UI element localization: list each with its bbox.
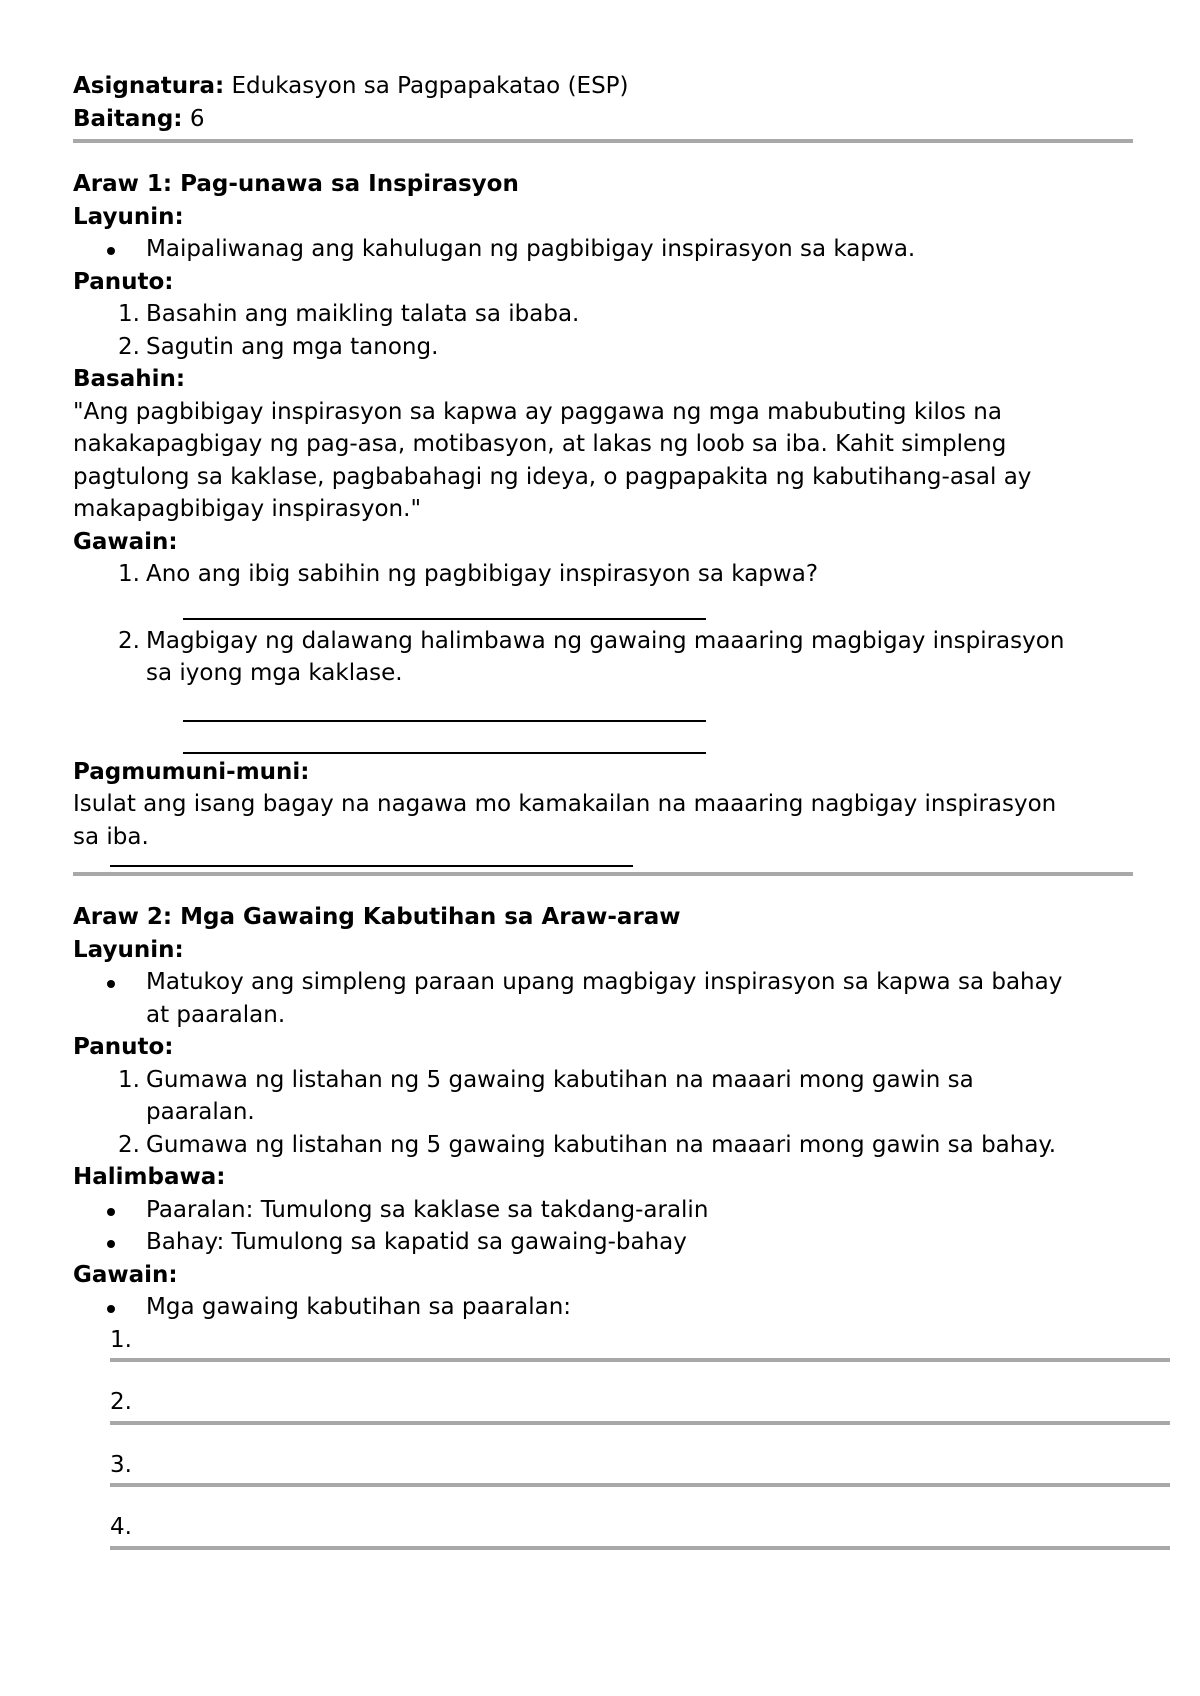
day2-example-item xyxy=(73,1226,1133,1259)
answer-line[interactable] xyxy=(183,752,706,754)
day2-example-text: Paaralan: Tumulong sa kaklase sa takdang-aralin xyxy=(146,1196,709,1223)
list-number: 2. xyxy=(118,333,140,360)
day1-direction-text: Sagutin ang mga tanong. xyxy=(146,333,439,360)
day2-example-item xyxy=(73,1194,1133,1227)
day2-activity-label: Gawain: xyxy=(73,1261,178,1288)
list-number: 1. xyxy=(118,1066,140,1093)
bullet-icon xyxy=(107,980,115,988)
day2-example-text: Bahay: Tumulong sa kapatid sa gawaing-bahay xyxy=(146,1229,687,1255)
answer-line[interactable] xyxy=(183,618,706,620)
write-in-number: 3. xyxy=(110,1451,132,1478)
day2-direction-text: Gumawa ng listahan ng 5 gawaing kabutihan na maaari mong gawin sa xyxy=(146,1066,974,1093)
day1-direction-item xyxy=(73,298,1133,331)
answer-line[interactable] xyxy=(110,865,633,867)
list-number: 2. xyxy=(118,627,140,654)
day1-reflection-label: Pagmumuni-muni: xyxy=(73,758,310,785)
bullet-icon xyxy=(107,1240,115,1248)
day1-activity-label: Gawain: xyxy=(73,528,178,555)
day2-school-list-item xyxy=(73,1291,1133,1324)
day1-question-1-text: Ano ang ibig sabihin ng pagbibigay inspirasyon sa kapwa? xyxy=(146,561,819,587)
write-in-line[interactable] xyxy=(110,1358,1170,1362)
day2-direction-text: Gumawa ng listahan ng 5 gawaing kabutihan na maaari mong gawin sa bahay. xyxy=(146,1131,1057,1158)
bullet-icon xyxy=(107,1305,115,1313)
write-in-number: 4. xyxy=(110,1514,132,1540)
day2-objective-text: at paaralan. xyxy=(146,1001,286,1028)
day1-objective-item xyxy=(73,233,1133,266)
day2-objective-item xyxy=(73,966,1133,999)
day1-reading-line: "Ang pagbibigay inspirasyon sa kapwa ay paggawa ng mga mabubuting kilos na xyxy=(73,398,1002,425)
day1-question-1 xyxy=(73,558,1133,591)
bullet-icon xyxy=(107,247,115,255)
bullet-icon xyxy=(107,1208,115,1216)
day2-example-label: Halimbawa: xyxy=(73,1164,226,1190)
day2-objective-label: Layunin: xyxy=(73,936,184,963)
day1-reading-label: Basahin: xyxy=(73,366,186,392)
day1-direction-text: Basahin ang maikling talata sa ibaba. xyxy=(146,301,580,327)
subject-value: Edukasyon sa Pagpapakatao (ESP) xyxy=(231,73,629,99)
day1-question-2-text: sa iyong mga kaklase. xyxy=(146,660,403,686)
day2-objective-text: Matukoy ang simpleng paraan upang magbigay inspirasyon sa kapwa sa bahay xyxy=(146,969,1063,995)
day1-objective-text: Maipaliwanag ang kahulugan ng pagbibigay inspirasyon sa kapwa. xyxy=(146,236,916,262)
write-in-number: 2. xyxy=(110,1389,132,1415)
day2-title: Araw 2: Mga Gawaing Kabutihan sa Araw-araw xyxy=(73,904,681,930)
day1-direction-item xyxy=(73,331,1133,364)
day1-reading-line: pagtulong sa kaklase, pagbabahagi ng ideya, o pagpapakita ng kabutihang-asal ay xyxy=(73,463,1032,490)
day1-reading-line: makapagbibigay inspirasyon." xyxy=(73,496,422,522)
list-number: 1. xyxy=(118,561,140,587)
section-divider xyxy=(73,872,1133,876)
answer-line[interactable] xyxy=(183,720,706,722)
day2-direction-item xyxy=(73,1129,1133,1162)
write-in-list xyxy=(110,1324,1133,1550)
day1-question-2-text: Magbigay ng dalawang halimbawa ng gawaing maaaring magbigay inspirasyon xyxy=(146,627,1065,654)
day2-school-list-label: Mga gawaing kabutihan sa paaralan: xyxy=(146,1294,572,1320)
grade-line xyxy=(73,103,1133,136)
subject-label: Asignatura: xyxy=(73,73,225,99)
list-number: 1. xyxy=(118,301,140,327)
write-in-number: 1. xyxy=(110,1326,132,1353)
day1-objective-label: Layunin: xyxy=(73,203,184,230)
day2-direction-text: paaralan. xyxy=(146,1099,255,1125)
day1-directions-label: Panuto: xyxy=(73,268,174,295)
list-number: 2. xyxy=(118,1131,140,1158)
write-in-line[interactable] xyxy=(110,1483,1170,1487)
worksheet-page xyxy=(73,70,1133,1550)
subject-line xyxy=(73,70,1133,103)
day1-title: Araw 1: Pag-unawa sa Inspirasyon xyxy=(73,171,519,197)
day1-reading-line: nakakapagbigay ng pag-asa, motibasyon, at lakas ng loob sa iba. Kahit simpleng xyxy=(73,431,1007,457)
day2-direction-item xyxy=(73,1064,1133,1097)
day2-directions-label: Panuto: xyxy=(73,1034,174,1060)
grade-label: Baitang: xyxy=(73,105,183,132)
write-in-line[interactable] xyxy=(110,1546,1170,1550)
grade-value: 6 xyxy=(189,105,205,132)
write-in-line[interactable] xyxy=(110,1421,1170,1425)
day1-reflection-line: Isulat ang isang bagay na nagawa mo kamakailan na maaaring nagbigay inspirasyon xyxy=(73,791,1057,817)
day1-question-2 xyxy=(73,625,1133,658)
day1-reflection-line: sa iba. xyxy=(73,823,149,850)
header-divider xyxy=(73,139,1133,143)
